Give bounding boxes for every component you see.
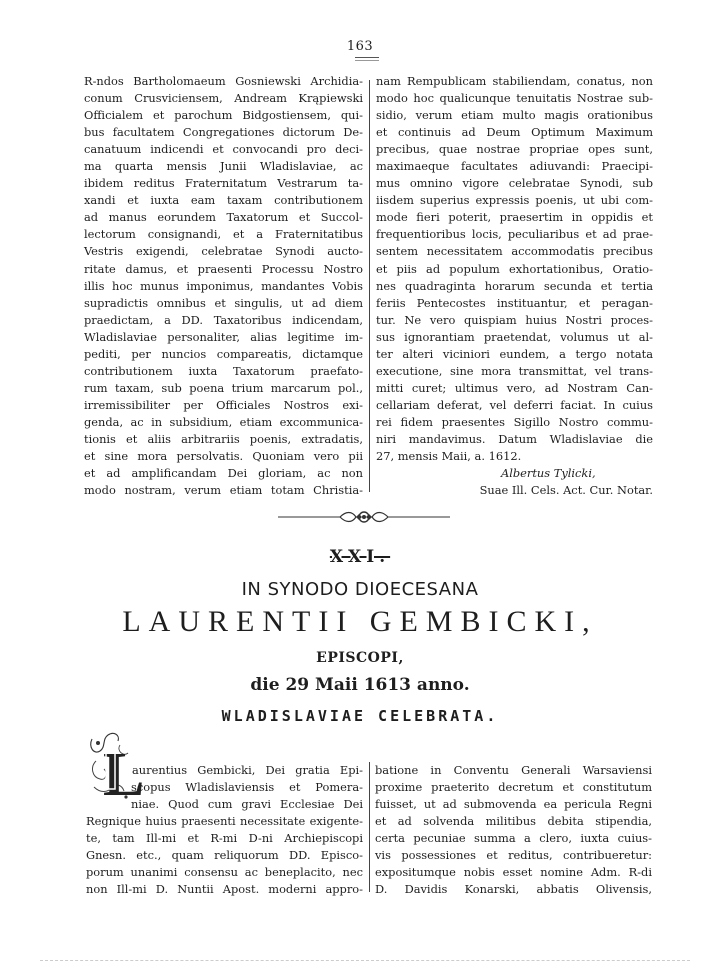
text-line: nam Rempublicam stabiliendam, conatus, non xyxy=(376,74,653,88)
text-line: Officialem et parochum Bidgostiensem, qui- xyxy=(84,108,363,123)
text-line: praedictam, a DD. Taxatoribus indicendam, xyxy=(84,312,363,327)
text-line: modo hoc qualicunque tenuitatis Nostrae sub- xyxy=(376,91,653,106)
text-line: genda, ac in subsidium, etiam excommunica- xyxy=(84,414,363,429)
top-left-column xyxy=(84,73,363,499)
text-line: xandi et iuxta eam taxam contributionem xyxy=(84,193,363,208)
text-line: maximaeque facultates adiuvandi: Praecipi- xyxy=(376,159,653,174)
text-line: Gnesn. etc., quam reliquorum DD. Episco- xyxy=(86,848,363,863)
text-line: ritate damus, et praesenti Processu Nostro xyxy=(84,261,363,276)
text-line: modo nostram, verum etiam totam Christia- xyxy=(84,483,363,498)
text-line: mode fieri poterit, praesertim in oppidis et xyxy=(376,210,653,225)
text-line: sidio, verum etiam multo magis orationibus xyxy=(376,108,653,123)
text-line: niri mandavimus. Datum Wladislaviae die xyxy=(376,431,653,446)
text-line: tur. Ne vero quispiam huius Nostri proces- xyxy=(376,312,653,327)
text-line: illis hoc munus imponimus, mandantes Vobis xyxy=(84,278,363,293)
text-line: supradictis omnibus et singulis, ut ad diem xyxy=(84,295,363,310)
text-line: canatuum indicendi et convocandi pro deci- xyxy=(84,142,363,157)
text-line: irremissibiliter per Officiales Nostros exi- xyxy=(84,397,363,412)
heading-place: WLADISLAVIAE CELEBRATA. xyxy=(221,707,499,725)
text-line: nes quadraginta horarum secunda et tertia xyxy=(376,278,653,293)
text-line: sus ignorantiam praetendat, volumus ut al- xyxy=(376,329,653,344)
bottom-left-column xyxy=(86,762,363,898)
heading-bishop-name: LAURENTII GEMBICKI, xyxy=(122,605,598,638)
text-line: fuisset, ut ad submovenda ea pericula Regni xyxy=(375,797,652,812)
text-line: D. Davidis Konarski, abbatis Olivensis, xyxy=(375,882,652,897)
text-line: et sine mora persolvatis. Quoniam vero pii xyxy=(84,449,363,464)
text-line: te, tam Ill-mi et R-mi D-ni Archiepiscopi xyxy=(86,831,363,846)
svg-text:L: L xyxy=(103,741,145,809)
text-line: mitti curet; ultimus vero, ad Nostram Can- xyxy=(376,380,653,395)
text-line: et continuis ad Deum Optimum Maximum xyxy=(376,125,653,140)
text-line: Wladislaviae personaliter, alias legitime im- xyxy=(84,329,363,344)
text-line: rum taxam, sub poena trium marcarum pol., xyxy=(84,380,363,395)
text-line: et ad solvenda militibus debita stipendia, xyxy=(375,814,652,829)
section-number: XXI. xyxy=(329,547,391,567)
text-line: cellariam deferat, vel deferri faciat. In cuius xyxy=(376,397,653,412)
heading-synod-line: IN SYNODO DIOECESANA xyxy=(241,579,479,600)
text-line: iisdem superius expressis poenis, ut ubi com- xyxy=(376,193,653,208)
text-line: ibidem reditus Fraternitatum Vestrarum ta- xyxy=(84,176,363,191)
top-right-column xyxy=(376,73,653,499)
text-line: et ad amplificandam Dei gloriam, ac non xyxy=(84,466,363,481)
text-line: conum Crusviciensem, Andream Krąpiewski xyxy=(84,91,363,106)
text-line: niae. Quod cum gravi Ecclesiae Dei xyxy=(131,797,363,812)
text-line: pediti, per nuncios compareatis, dictamque xyxy=(84,346,363,361)
text-line: vis possessiones et reditus, contribueretur: xyxy=(375,848,652,863)
text-line: 27, mensis Maii, a. 1612. xyxy=(376,449,522,464)
text-line: rei fidem praesentes Sigillo Nostro commu- xyxy=(376,414,653,429)
text-line: porum unanimi consensu ac beneplacito, nec xyxy=(86,865,363,880)
text-line: Vestris exigendi, celebratae Synodi aucto- xyxy=(84,244,363,259)
text-line: lectorum consignandi, et a Fraternitatibus xyxy=(84,227,363,242)
text-line: et piis ad populum exhortationibus, Oratio- xyxy=(376,261,653,276)
text-line: precibus, quae nostrae propriae opes sunt, xyxy=(376,142,653,157)
page-bottom-rule xyxy=(40,960,690,962)
text-line: ter alteri viciniori eundem, a tergo notata xyxy=(376,346,653,361)
text-line: proxime praeterito decretum et constitutum xyxy=(375,780,652,795)
signature-name: Albertus Tylicki, xyxy=(501,466,596,481)
text-line: bus facultatem Congregationes dictorum De- xyxy=(84,125,363,140)
text-line: aurentius Gembicki, Dei gratia Epi- xyxy=(132,763,363,777)
heading-role: EPISCOPI, xyxy=(316,650,404,666)
bottom-right-column xyxy=(375,762,652,898)
signature-title: Suae Ill. Cels. Act. Cur. Notar. xyxy=(479,483,653,498)
text-line: R-ndos Bartholomaeum Gosniewski Archidia- xyxy=(84,74,363,88)
text-line: ad manus eorundem Taxatorum et Succol- xyxy=(84,210,363,225)
text-line: non Ill-mi D. Nuntii Apost. moderni appro- xyxy=(86,882,363,897)
text-line: contributionem iuxta Taxatorum praefato- xyxy=(84,363,363,378)
column-divider-top xyxy=(369,80,370,492)
text-line: feriis Pentecostes instituantur, et peragan- xyxy=(376,295,653,310)
ornament-divider xyxy=(278,507,450,527)
text-line: scopus Wladislaviensis et Pomera- xyxy=(131,780,363,795)
text-line: expositumque nobis esset nomine Adm. R-di xyxy=(375,865,652,880)
text-line: certa pecuniae summa a clero, iuxta cuius- xyxy=(375,831,652,846)
text-line: Regnique huius praesenti necessitate exigente- xyxy=(86,814,363,829)
page-number: 163 xyxy=(346,39,374,54)
text-line: sentem necessitatem accommodatis precibus xyxy=(376,244,653,259)
heading-date: die 29 Maii 1613 anno. xyxy=(250,675,470,695)
text-line: mus omnino vigore celebratae Synodi, sub xyxy=(376,176,653,191)
text-line: frequentioribus locis, peculiaribus et ad prae- xyxy=(376,227,653,242)
text-line: executione, sine mora transmittat, vel trans- xyxy=(376,363,653,378)
text-line: tionis et aliis arbitrariis poenis, extradatis, xyxy=(84,431,363,446)
text-line: batione in Conventu Generali Warsaviensi xyxy=(375,763,652,777)
column-divider-bottom xyxy=(369,762,370,892)
text-line: ma quarta mensis Junii Wladislaviae, ac xyxy=(84,159,363,174)
page-number-rule xyxy=(355,57,379,61)
